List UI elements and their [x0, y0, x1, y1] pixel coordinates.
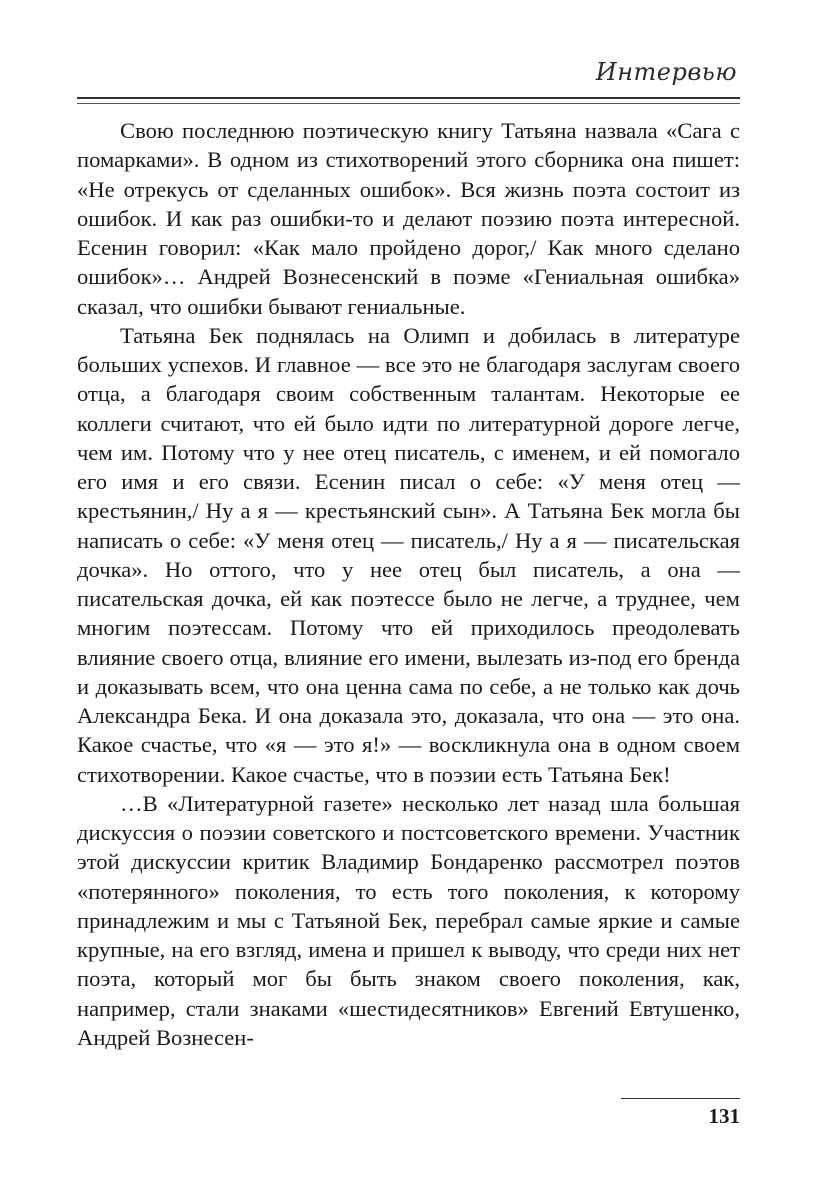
running-head-title: Интервью — [595, 58, 737, 86]
header-rule-thin — [77, 103, 740, 104]
body-text — [77, 116, 740, 1052]
paragraph: Татьяна Бек поднялась на Олимп и добилась в литературе больших успехов. И главное — все это не благодаря заслугам своего отца, а благодаря своим собственным талантам. Некоторые ее коллеги считают, что ей было идти по литературной дороге легче, чем им. Потому что у нее отец писатель, с именем, и ей помогало его имя и его связи. Есенин писал о себе: «У меня отец — крестьянин,/ Ну а я — крестьянский сын». А Татьяна Бек могла бы написать о себе: «У меня отец — писатель,/ Ну а я — писательская дочка». Но оттого, что у нее отец был писатель, а она — писательская дочка, ей как поэтессе было не легче, а труднее, чем многим поэтессам. Потому что ей приходилось преодолевать влияние своего отца, влияние его имени, вылезать из-под его бренда и доказывать всем, что она ценна сама по себе, а не только как дочь Александра Бека. И она доказала это, доказала, что она — это она. Какое счастье, что «я — это я!» — воскликнула она в одном своем стихотворении. Какое счастье, что в поэзии есть Татьяна Бек! — [77, 322, 740, 787]
page-number: 131 — [708, 1104, 740, 1128]
paragraph: Свою последнюю поэтическую книгу Татьяна назвала «Сага с помарками». В одном из стихотворений этого сборника она пишет: «Не отрекусь от сделанных ошибок». Вся жизнь поэта состоит из ошибок. И как раз ошибки-то и делают поэзию поэта интересной. Есенин говорил: «Как мало пройдено дорог,/ Как много сделано ошибок»… Андрей Вознесенский в поэме «Гениальная ошибка» сказал, что ошибки бывают гениальные. — [77, 118, 740, 319]
paragraph: …В «Литературной газете» несколько лет назад шла большая дискуссия о поэзии советского и постсоветского времени. Участник этой дискуссии критик Владимир Бондаренко рассмотрел поэтов «потерянного» поколения, то есть того поколения, к которому принадлежим и мы с Татьяной Бек, перебрал самые яркие и самые крупные, на его взгляд, имена и пришел к выводу, что среди них нет поэта, который мог бы быть знаком своего поколения, как, например, стали знаками «шестидесятников» Евгений Евтушенко, Андрей Вознесен- — [77, 790, 740, 1050]
footer-rule — [621, 1098, 740, 1099]
header-rule-thick — [77, 97, 740, 99]
